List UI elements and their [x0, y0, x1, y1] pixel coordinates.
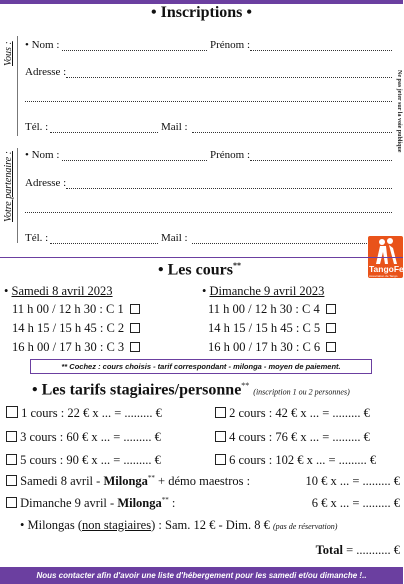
side-note: Ne pas jeter sur la voie publique	[396, 70, 402, 153]
sunday-heading: • Dimanche 9 avril 2023	[202, 284, 325, 298]
footer-banner: Nous contacter afin d'avoir une liste d'hébergement pour les samedi et/ou dimanche !..	[0, 567, 403, 584]
dancers-icon	[368, 236, 403, 266]
course-c2: 14 h 15 / 15 h 45 : C 2	[12, 321, 140, 336]
course-c4: 11 h 00 / 12 h 30 : C 4	[208, 302, 336, 317]
logo-text: TangoFe	[369, 264, 404, 274]
partenaire-prenom-field[interactable]	[250, 160, 392, 161]
partenaire-nom-label: • Nom :	[25, 149, 60, 161]
milonga-saturday: Samedi 8 avril - Milonga** + démo maestros :	[6, 474, 250, 489]
checkbox-5-cours[interactable]	[6, 454, 17, 465]
vous-nom-field[interactable]	[62, 50, 207, 51]
checkbox-milonga-sunday[interactable]	[6, 497, 17, 508]
vous-prenom-field[interactable]	[250, 50, 392, 51]
partenaire-mail-field[interactable]	[192, 243, 367, 244]
checkbox-6-cours[interactable]	[215, 454, 226, 465]
checkbox-c1[interactable]	[130, 304, 140, 314]
partenaire-divider	[17, 148, 18, 243]
partenaire-adresse-field[interactable]	[66, 188, 392, 189]
vous-tel-label: Tél. :	[25, 121, 49, 133]
course-c1: 11 h 00 / 12 h 30 : C 1	[12, 302, 140, 317]
inscriptions-title: • Inscriptions •	[151, 4, 252, 21]
milongas-non-stagiaires: • Milongas (non stagiaires) : Sam. 12 € - Dim. 8 € (pas de réservation)	[20, 518, 338, 532]
partenaire-adresse-field-2[interactable]	[25, 212, 392, 213]
checkbox-4-cours[interactable]	[215, 431, 226, 442]
milonga-saturday-price: 10 € x ... = ......... €	[305, 474, 400, 488]
vous-prenom-label: Prénom :	[210, 39, 251, 51]
saturday-heading: • Samedi 8 avril 2023	[4, 284, 113, 298]
course-c5: 14 h 15 / 15 h 45 : C 5	[208, 321, 336, 336]
vous-adresse-field[interactable]	[66, 77, 392, 78]
course-c6: 16 h 00 / 17 h 30 : C 6	[208, 340, 336, 355]
milonga-sunday-price: 6 € x ... = ......... €	[311, 496, 400, 510]
vous-divider	[17, 36, 18, 136]
checkbox-2-cours[interactable]	[215, 407, 226, 418]
cours-note: ** Cochez : cours choisis - tarif correspondant - milonga - moyen de paiement.	[30, 359, 372, 374]
logo-subtext: Association de Tango Argentin	[369, 274, 398, 282]
vous-adresse-label: Adresse :	[25, 66, 67, 78]
checkbox-3-cours[interactable]	[6, 431, 17, 442]
partenaire-tel-field[interactable]	[50, 243, 158, 244]
partenaire-label: Votre partenaire :	[3, 151, 14, 222]
section-divider-cours	[0, 257, 403, 258]
partenaire-tel-label: Tél. :	[25, 232, 49, 244]
milonga-sunday: Dimanche 9 avril - Milonga** :	[6, 496, 175, 511]
vous-nom-label: • Nom :	[25, 39, 60, 51]
course-c3: 16 h 00 / 17 h 30 : C 3	[12, 340, 140, 355]
tarif-5-cours: 5 cours : 90 € x ... = ......... €	[6, 453, 161, 468]
vous-label: Vous :	[3, 41, 14, 66]
vous-tel-field[interactable]	[50, 132, 158, 133]
tarif-4-cours: 4 cours : 76 € x ... = ......... €	[215, 430, 370, 445]
tarif-3-cours: 3 cours : 60 € x ... = ......... €	[6, 430, 161, 445]
vous-mail-label: Mail :	[161, 121, 188, 133]
partenaire-mail-label: Mail :	[161, 232, 188, 244]
checkbox-1-cours[interactable]	[6, 406, 18, 418]
checkbox-c6[interactable]	[326, 342, 336, 352]
vous-adresse-field-2[interactable]	[25, 101, 392, 102]
checkbox-c3[interactable]	[130, 342, 140, 352]
tarif-2-cours: 2 cours : 42 € x ... = ......... €	[215, 406, 370, 421]
tarif-6-cours: 6 cours : 102 € x ... = ......... €	[215, 453, 376, 468]
partenaire-nom-field[interactable]	[62, 160, 207, 161]
partenaire-adresse-label: Adresse :	[25, 177, 67, 189]
total: Total = ........... €	[315, 543, 400, 557]
cours-title: • Les cours**	[158, 261, 241, 279]
checkbox-c5[interactable]	[326, 323, 336, 333]
tarifs-title: • Les tarifs stagiaires/personne** (inscription 1 ou 2 personnes)	[32, 381, 350, 399]
checkbox-milonga-saturday[interactable]	[6, 475, 17, 486]
checkbox-c2[interactable]	[130, 323, 140, 333]
tarif-1-cours: 1 cours : 22 € x ... = ......... €	[6, 406, 162, 421]
vous-mail-field[interactable]	[192, 132, 392, 133]
checkbox-c4[interactable]	[326, 304, 336, 314]
partenaire-prenom-label: Prénom :	[210, 149, 251, 161]
